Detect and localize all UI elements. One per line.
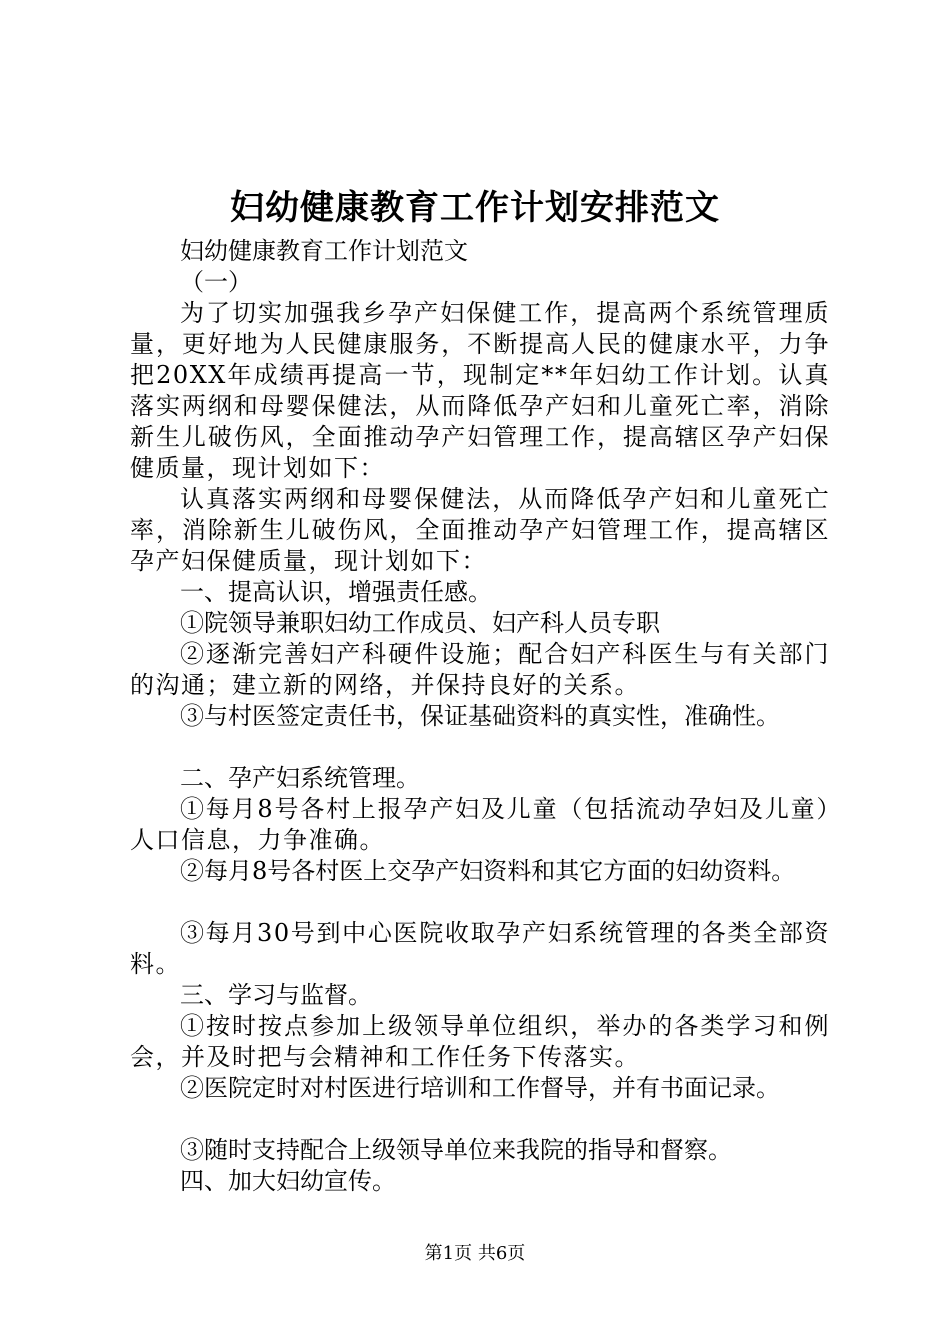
paragraph-plan-summary: 认真落实两纲和母婴保健法，从而降低孕产妇和儿童死亡率，消除新生儿破伤风，全面推动孕产妇管理工作，提高辖区孕产妇保健质量，现计划如下： [130,485,830,575]
list-item-1-3: ③与村医签定责任书，保证基础资料的真实性，准确性。 [180,702,780,730]
blank-line [130,887,830,918]
paragraph-subtitle: 妇幼健康教育工作计划范文 [180,237,468,265]
list-item-1-2: ②逐渐完善妇产科硬件设施；配合妇产科医生与有关部门的沟通；建立新的网络，并保持良好的关系。 [130,640,830,699]
heading-section-2: 二、孕产妇系统管理。 [180,764,420,792]
list-item-2-1: ①每月8号各村上报孕产妇及儿童（包括流动孕妇及儿童）人口信息，力争准确。 [130,795,830,854]
paragraph-intro: 为了切实加强我乡孕产妇保健工作，提高两个系统管理质量，更好地为人民健康服务，不断提高人民的健康水平，力争把20XX年成绩再提高一节，现制定**年妇幼工作计划。认真落实两纲和母婴保健法，从而降低孕产妇和儿童死亡率，消除新生儿破伤风，全面推动孕产妇管理工作，提高辖区孕产妇保健质量，现计划如下： [130,299,830,482]
blank-line [130,1104,830,1135]
list-item-3-2: ②医院定时对村医进行培训和工作督导，并有书面记录。 [180,1074,780,1102]
heading-section-1: 一、提高认识，增强责任感。 [180,578,492,606]
heading-section-3: 三、学习与监督。 [180,981,372,1009]
heading-section-4: 四、加大妇幼宣传。 [180,1167,396,1195]
list-item-1-1: ①院领导兼职妇幼工作成员、妇产科人员专职 [180,609,660,637]
list-item-3-3: ③随时支持配合上级领导单位来我院的指导和督察。 [180,1136,732,1164]
page-footer: 第1页 共6页 [424,1243,526,1264]
document-title: 妇幼健康教育工作计划安排范文 [230,188,720,228]
document-body [130,236,830,1197]
paragraph-section-number: （一） [180,268,252,296]
list-item-2-2: ②每月8号各村医上交孕产妇资料和其它方面的妇幼资料。 [180,857,796,885]
list-item-2-3: ③每月30号到中心医院收取孕产妇系统管理的各类全部资料。 [130,919,830,978]
blank-line [130,732,830,763]
list-item-3-1: ①按时按点参加上级领导单位组织，举办的各类学习和例会，并及时把与会精神和工作任务下传落实。 [130,1012,830,1071]
